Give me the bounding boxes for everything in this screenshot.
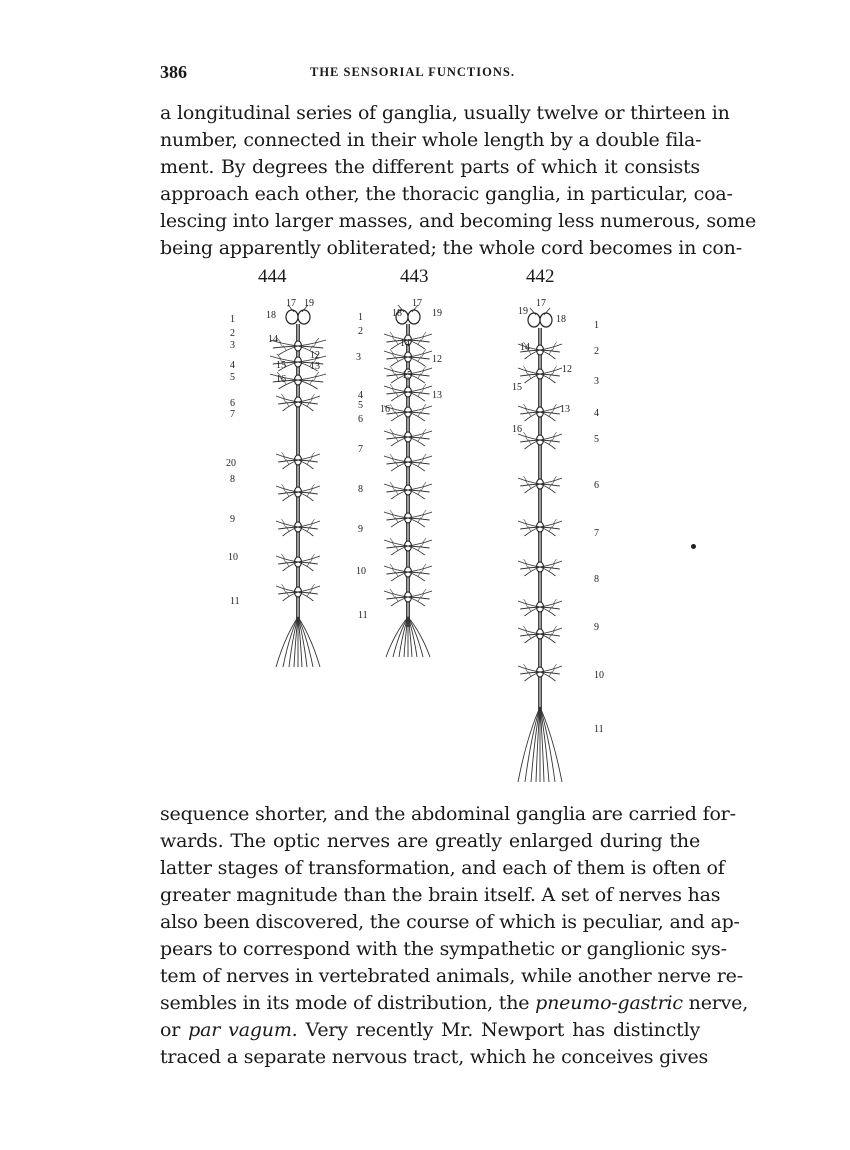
nerve-branch [384, 566, 408, 572]
nerve-twig [307, 527, 309, 532]
nerve-twig [418, 340, 421, 345]
nerve-twig [528, 567, 530, 572]
segment-label: 14 [400, 338, 410, 349]
text-line: wards. The optic nerves are greatly enlarged during the [160, 830, 700, 852]
nerve-twig [549, 484, 551, 489]
nerve-twig [549, 607, 551, 612]
nerve-branch [384, 484, 408, 490]
text-line [160, 990, 749, 1017]
nerve-twig [549, 412, 551, 417]
segment-label: 17 [286, 298, 296, 309]
bottom-paragraph [160, 801, 749, 1071]
nerve-branch [408, 484, 432, 490]
nerve-twig [418, 546, 421, 551]
nerve-twig [549, 567, 551, 572]
segment-label: 18 [266, 310, 276, 321]
running-head: THE SENSORIAL FUNCTIONS. [310, 65, 515, 79]
nerve-twig [310, 380, 313, 385]
nerve-twig [549, 634, 551, 639]
segment-label: 16 [276, 374, 286, 385]
italic-term: pneumo-gastric [535, 992, 683, 1014]
nerve-twig [418, 412, 421, 417]
nerve-twig [418, 437, 421, 442]
segment-label: 3 [594, 376, 599, 387]
segment-label: 2 [230, 328, 235, 339]
nerve-branch [298, 374, 326, 380]
nerve-twig [528, 484, 530, 489]
segment-label: 4 [358, 390, 363, 401]
nerve-twig [395, 340, 398, 345]
nerve-twig [418, 392, 421, 397]
nerve-twig [395, 572, 398, 577]
segment-label: 1 [230, 314, 235, 325]
segment-label: 13 [560, 404, 570, 415]
segment-label: 5 [358, 400, 363, 411]
segment-label: 3 [356, 352, 361, 363]
text-line: latter stages of transformation, and each of them is often of [160, 857, 725, 879]
text-line: sequence shorter, and the abdominal ganglia are carried for- [160, 803, 736, 825]
nerve-branch [408, 512, 432, 518]
segment-label: 15 [402, 370, 412, 381]
segment-label: 12 [310, 350, 320, 361]
nerve-branch [408, 591, 432, 597]
segment-label: 10 [356, 566, 366, 577]
nerve-twig [286, 402, 288, 407]
nerve-twig [395, 546, 398, 551]
nerve-twig [286, 527, 288, 532]
nerve-branch [384, 431, 408, 437]
segment-label: 11 [358, 610, 368, 621]
nerve-twig [418, 462, 421, 467]
segment-label: 8 [358, 484, 363, 495]
page-header [160, 62, 700, 84]
text-run: Very recently Mr. Newport has distinctly [297, 1019, 700, 1041]
nerve-branch [298, 340, 326, 346]
nerve-twig [395, 490, 398, 495]
text-run: or [160, 1019, 189, 1041]
text-line: number, connected in their whole length by a double fila- [160, 129, 702, 151]
nerve-twig [395, 412, 398, 417]
segment-label: 12 [562, 364, 572, 375]
italic-term: par vagum. [188, 1019, 298, 1041]
nerve-twig [395, 392, 398, 397]
segment-label: 5 [230, 372, 235, 383]
segment-label: 12 [432, 354, 442, 365]
figure-number-444: 444 [258, 266, 287, 287]
segment-label: 3 [230, 340, 235, 351]
ink-speck [691, 544, 696, 549]
brain-ganglia [528, 313, 540, 327]
segment-label: 9 [358, 524, 363, 535]
segment-label: 17 [412, 298, 422, 309]
nerve-twig [395, 597, 398, 602]
segment-label: 13 [432, 390, 442, 401]
nerve-branch [408, 431, 432, 437]
brain-ganglia [540, 313, 552, 327]
nerve-twig [528, 634, 530, 639]
nerve-twig [395, 462, 398, 467]
page-number: 386 [160, 62, 187, 82]
segment-label: 4 [594, 408, 599, 419]
text-run: nerve, [682, 992, 749, 1014]
segment-label: 1 [594, 320, 599, 331]
nerve-branch [384, 591, 408, 597]
nerve-twig [395, 518, 398, 523]
segment-label: 14 [520, 342, 530, 353]
nerve-twig [418, 490, 421, 495]
figure-number-443: 443 [400, 266, 429, 287]
segment-label: 6 [594, 480, 599, 491]
nerve-twig [418, 357, 421, 362]
nerve-branch [384, 386, 408, 392]
segment-label: 11 [230, 596, 240, 607]
nerve-twig [418, 597, 421, 602]
nerve-branch [384, 456, 408, 462]
text-line: being apparently obliterated; the whole cord becomes in con- [160, 237, 742, 259]
segment-label: 14 [268, 334, 278, 345]
segment-label: 17 [536, 298, 546, 309]
nerve-twig [307, 460, 309, 465]
nerve-branch [408, 386, 432, 392]
nerve-twig [286, 562, 288, 567]
segment-label: 6 [358, 414, 363, 425]
segment-label: 4 [230, 360, 235, 371]
text-line: tem of nerves in vertebrated animals, while another nerve re- [160, 965, 743, 987]
nervous-system-figures [210, 262, 630, 802]
segment-label: 8 [230, 474, 235, 485]
nerve-branch [384, 540, 408, 546]
nerve-branch [408, 406, 432, 412]
top-paragraph [160, 100, 757, 262]
segment-label: 9 [230, 514, 235, 525]
nerve-branch [408, 351, 432, 357]
segment-label: 7 [358, 444, 363, 455]
nerve-branch [384, 351, 408, 357]
figure-number-442: 442 [526, 266, 555, 287]
segment-label: 19 [304, 298, 314, 309]
nerve-twig [307, 562, 309, 567]
nerve-twig [549, 527, 551, 532]
nerve-twig [549, 350, 551, 355]
nerve-twig [549, 440, 551, 445]
text-line: pears to correspond with the sympathetic or ganglionic sys- [160, 938, 727, 960]
brain-ganglia [298, 310, 310, 324]
nerve-twig [418, 374, 421, 379]
nerve-twig [528, 412, 530, 417]
segment-label: 13 [310, 361, 320, 372]
text-line: ment. By degrees the different parts of which it consists [160, 156, 700, 178]
segment-label: 15 [512, 382, 522, 393]
text-line [160, 1017, 700, 1044]
segment-label: 6 [230, 398, 235, 409]
segment-label: 1 [358, 312, 363, 323]
nerve-twig [283, 346, 286, 351]
text-line: lescing into larger masses, and becoming less numerous, some [160, 210, 757, 232]
nerve-twig [549, 672, 551, 677]
nerve-twig [528, 440, 530, 445]
nerve-twig [307, 592, 309, 597]
nerve-twig [286, 492, 288, 497]
text-line: approach each other, the thoracic ganglia, in particular, coa- [160, 183, 733, 205]
nerve-twig [395, 374, 398, 379]
segment-label: 11 [594, 724, 604, 735]
text-line: greater magnitude than the brain itself. A set of nerves has [160, 884, 721, 906]
text-line: a longitudinal series of ganglia, usually twelve or thirteen in [160, 102, 730, 124]
segment-label: 20 [226, 458, 236, 469]
segment-label: 7 [230, 409, 235, 420]
segment-label: 16 [380, 404, 390, 415]
segment-label: 10 [228, 552, 238, 563]
brain-ganglia [408, 310, 420, 324]
nerve-twig [549, 374, 551, 379]
nerve-twig [418, 572, 421, 577]
segment-label: 8 [594, 574, 599, 585]
nerve-twig [395, 437, 398, 442]
nerve-branch [408, 540, 432, 546]
segment-label: 18 [556, 314, 566, 325]
text-line: also been discovered, the course of which is peculiar, and ap- [160, 911, 740, 933]
nerve-twig [528, 374, 530, 379]
segment-label: 15 [276, 360, 286, 371]
segment-label: 19 [518, 306, 528, 317]
nerve-branch [384, 512, 408, 518]
text-line: traced a separate nervous tract, which he conceives gives [160, 1046, 709, 1068]
segment-label: 7 [594, 528, 599, 539]
nerve-branch [408, 456, 432, 462]
nerve-twig [286, 592, 288, 597]
segment-label: 16 [512, 424, 522, 435]
segment-label: 5 [594, 434, 599, 445]
nerve-twig [395, 357, 398, 362]
nerve-twig [286, 460, 288, 465]
text-run: sembles in its mode of distribution, the [160, 992, 536, 1014]
nerve-branch [408, 566, 432, 572]
segment-label: 2 [594, 346, 599, 357]
segment-label: 19 [432, 308, 442, 319]
nerve-twig [528, 607, 530, 612]
brain-ganglia [286, 310, 298, 324]
nerve-twig [528, 672, 530, 677]
nerve-twig [528, 527, 530, 532]
segment-label: 18 [392, 308, 402, 319]
segment-label: 9 [594, 622, 599, 633]
segment-label: 2 [358, 326, 363, 337]
nerve-twig [307, 492, 309, 497]
nerve-twig [418, 518, 421, 523]
nerve-twig [307, 402, 309, 407]
segment-label: 10 [594, 670, 604, 681]
nerve-branch [408, 334, 432, 340]
